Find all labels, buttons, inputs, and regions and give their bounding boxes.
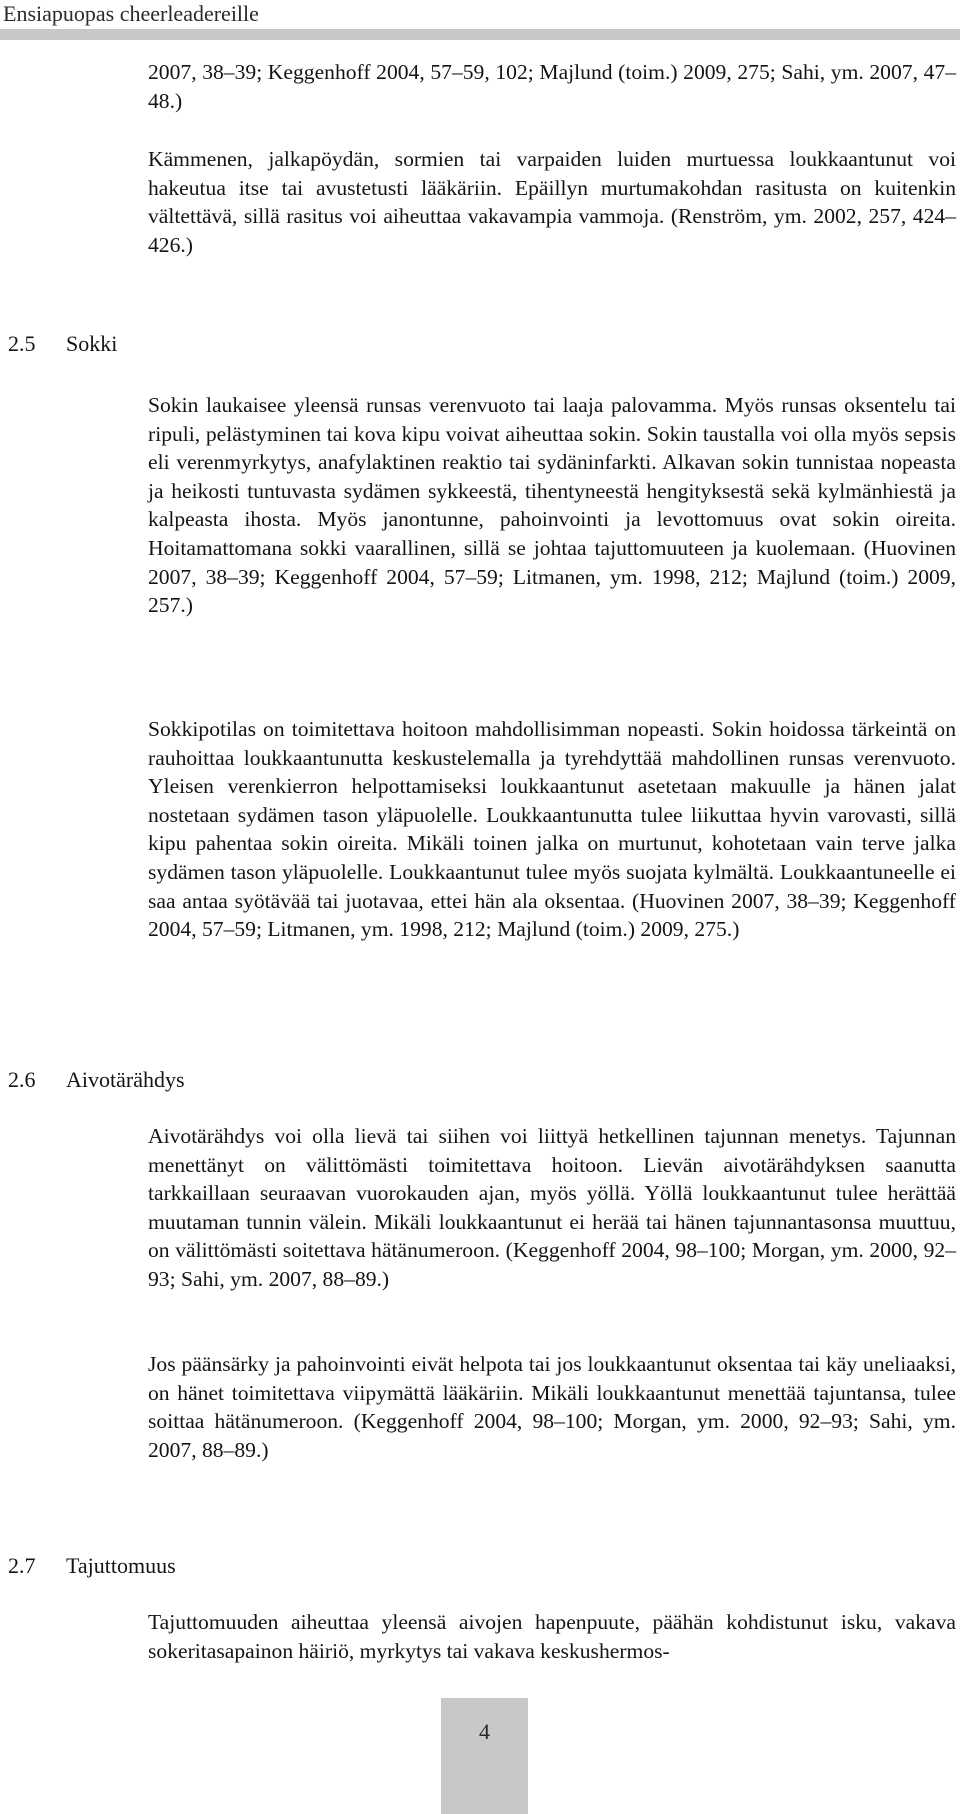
paragraph-shock-causes (148, 391, 956, 620)
section-title: Tajuttomuus (66, 1553, 176, 1578)
paragraph-unconsciousness (148, 1608, 956, 1665)
paragraph-continuation (148, 58, 956, 115)
section-heading-aivotarahdys (8, 1066, 185, 1094)
paragraph-concussion-followup (148, 1350, 956, 1464)
paragraph-text: 2007, 38–39; Keggenhoff 2004, 57–59, 102; Majlund (toim.) 2009, 275; Sahi, ym. 2007, 47–48.) (148, 60, 956, 113)
paragraph-text: Sokkipotilas on toimitettava hoitoon mahdollisimman nopeasti. Sokin hoidossa tärkeintä on rauhoittaa loukkaantunutta keskustelemalla ja tyrehdyttää mahdollinen runsas verenvuoto. Yleisen verenkierron helpottamiseksi loukkaantunut asetetaan makuulle ja hänen jalat nostetaan sydämen tason yläpuolelle. Loukkaantunutta tulee liikuttaa hyvin varovasti, sillä kipu pahentaa sokin oireita. Mikäli toinen jalka on murtunut, kohotetaan vain terve jalka sydämen tason yläpuolelle. Loukkaantunut tulee myös suojata kylmältä. Loukkaantuneelle ei saa antaa syötävää tai juotavaa, ettei hän ala oksentaa. (Huovinen 2007, 38–39; Keggenhoff 2004, 57–59; Litmanen, ym. 1998, 212; Majlund (toim.) 2009, 275.) (148, 717, 956, 942)
paragraph-text: Tajuttomuuden aiheuttaa yleensä aivojen hapenpuute, päähän kohdistunut isku, vakava sokeritasapainon häiriö, myrkytys tai vakava keskushermos- (148, 1610, 956, 1663)
paragraph-text: Jos päänsärky ja pahoinvointi eivät helpota tai jos loukkaantunut oksentaa tai käy uneliaaksi, on hänet toimitettava viipymättä lääkäriin. Mikäli loukkaantunut menettää tajuntansa, tulee soittaa hätänumeroon. (Keggenhoff 2004, 98–100; Morgan, ym. 2000, 92–93; Sahi, ym. 2007, 88–89.) (148, 1352, 956, 1462)
section-title: Sokki (66, 331, 118, 356)
paragraph-concussion (148, 1122, 956, 1294)
section-title: Aivotärähdys (66, 1067, 185, 1092)
section-number: 2.6 (8, 1067, 36, 1092)
header-rule (0, 29, 960, 40)
paragraph-text: Kämmenen, jalkapöydän, sormien tai varpaiden luiden murtuessa loukkaantunut voi hakeutua itse tai avustetusti lääkäriin. Epäillyn murtumakohdan rasitusta on kuitenkin vältettävä, sillä rasitus voi aiheuttaa vakavampia vammoja. (Renström, ym. 2002, 257, 424–426.) (148, 147, 956, 257)
section-heading-tajuttomuus (8, 1552, 176, 1580)
section-number: 2.5 (8, 331, 36, 356)
paragraph-text: Sokin laukaisee yleensä runsas verenvuoto tai laaja palovamma. Myös runsas oksentelu tai ripuli, pelästyminen tai kova kipu voivat aiheuttaa sokin. Sokin taustalla voi olla myös sepsis eli verenmyrkytys, anafylaktinen reaktio tai sydäninfarkti. Alkavan sokin tunnistaa nopeasta ja heikosti tuntuvasta sydämen sykkeestä, tihentyneestä hengityksestä sekä kylmänhiestä ja kalpeasta ihosta. Myös janontunne, pahoinvointi ja levottomuus ovat sokin oireita. Hoitamattomana sokki vaarallinen, sillä se johtaa tajuttomuuteen ja kuolemaan. (Huovinen 2007, 38–39; Keggenhoff 2004, 57–59; Litmanen, ym. 1998, 212; Majlund (toim.) 2009, 257.) (148, 393, 956, 618)
section-number: 2.7 (8, 1553, 36, 1578)
page-number: 4 (441, 1698, 528, 1814)
paragraph-shock-care (148, 715, 956, 944)
section-heading-sokki (8, 330, 117, 358)
document-header-title: Ensiapuopas cheerleadereille (3, 1, 259, 26)
paragraph-fractures (148, 145, 956, 259)
paragraph-text: Aivotärähdys voi olla lievä tai siihen voi liittyä hetkellinen tajunnan menetys. Tajunnan menettänyt on välittömästi toimitettava hoitoon. Lievän aivotärähdyksen saanutta tarkkaillaan seuraavan vuorokauden ajan, myös yöllä. Yöllä loukkaantunut tulee herättää muutaman tunnin välein. Mikäli loukkaantunut ei herää tai hänen tajunnantasonsa muuttuu, on välittömästi soitettava hätänumeroon. (Keggenhoff 2004, 98–100; Morgan, ym. 2000, 92–93; Sahi, ym. 2007, 88–89.) (148, 1124, 956, 1291)
